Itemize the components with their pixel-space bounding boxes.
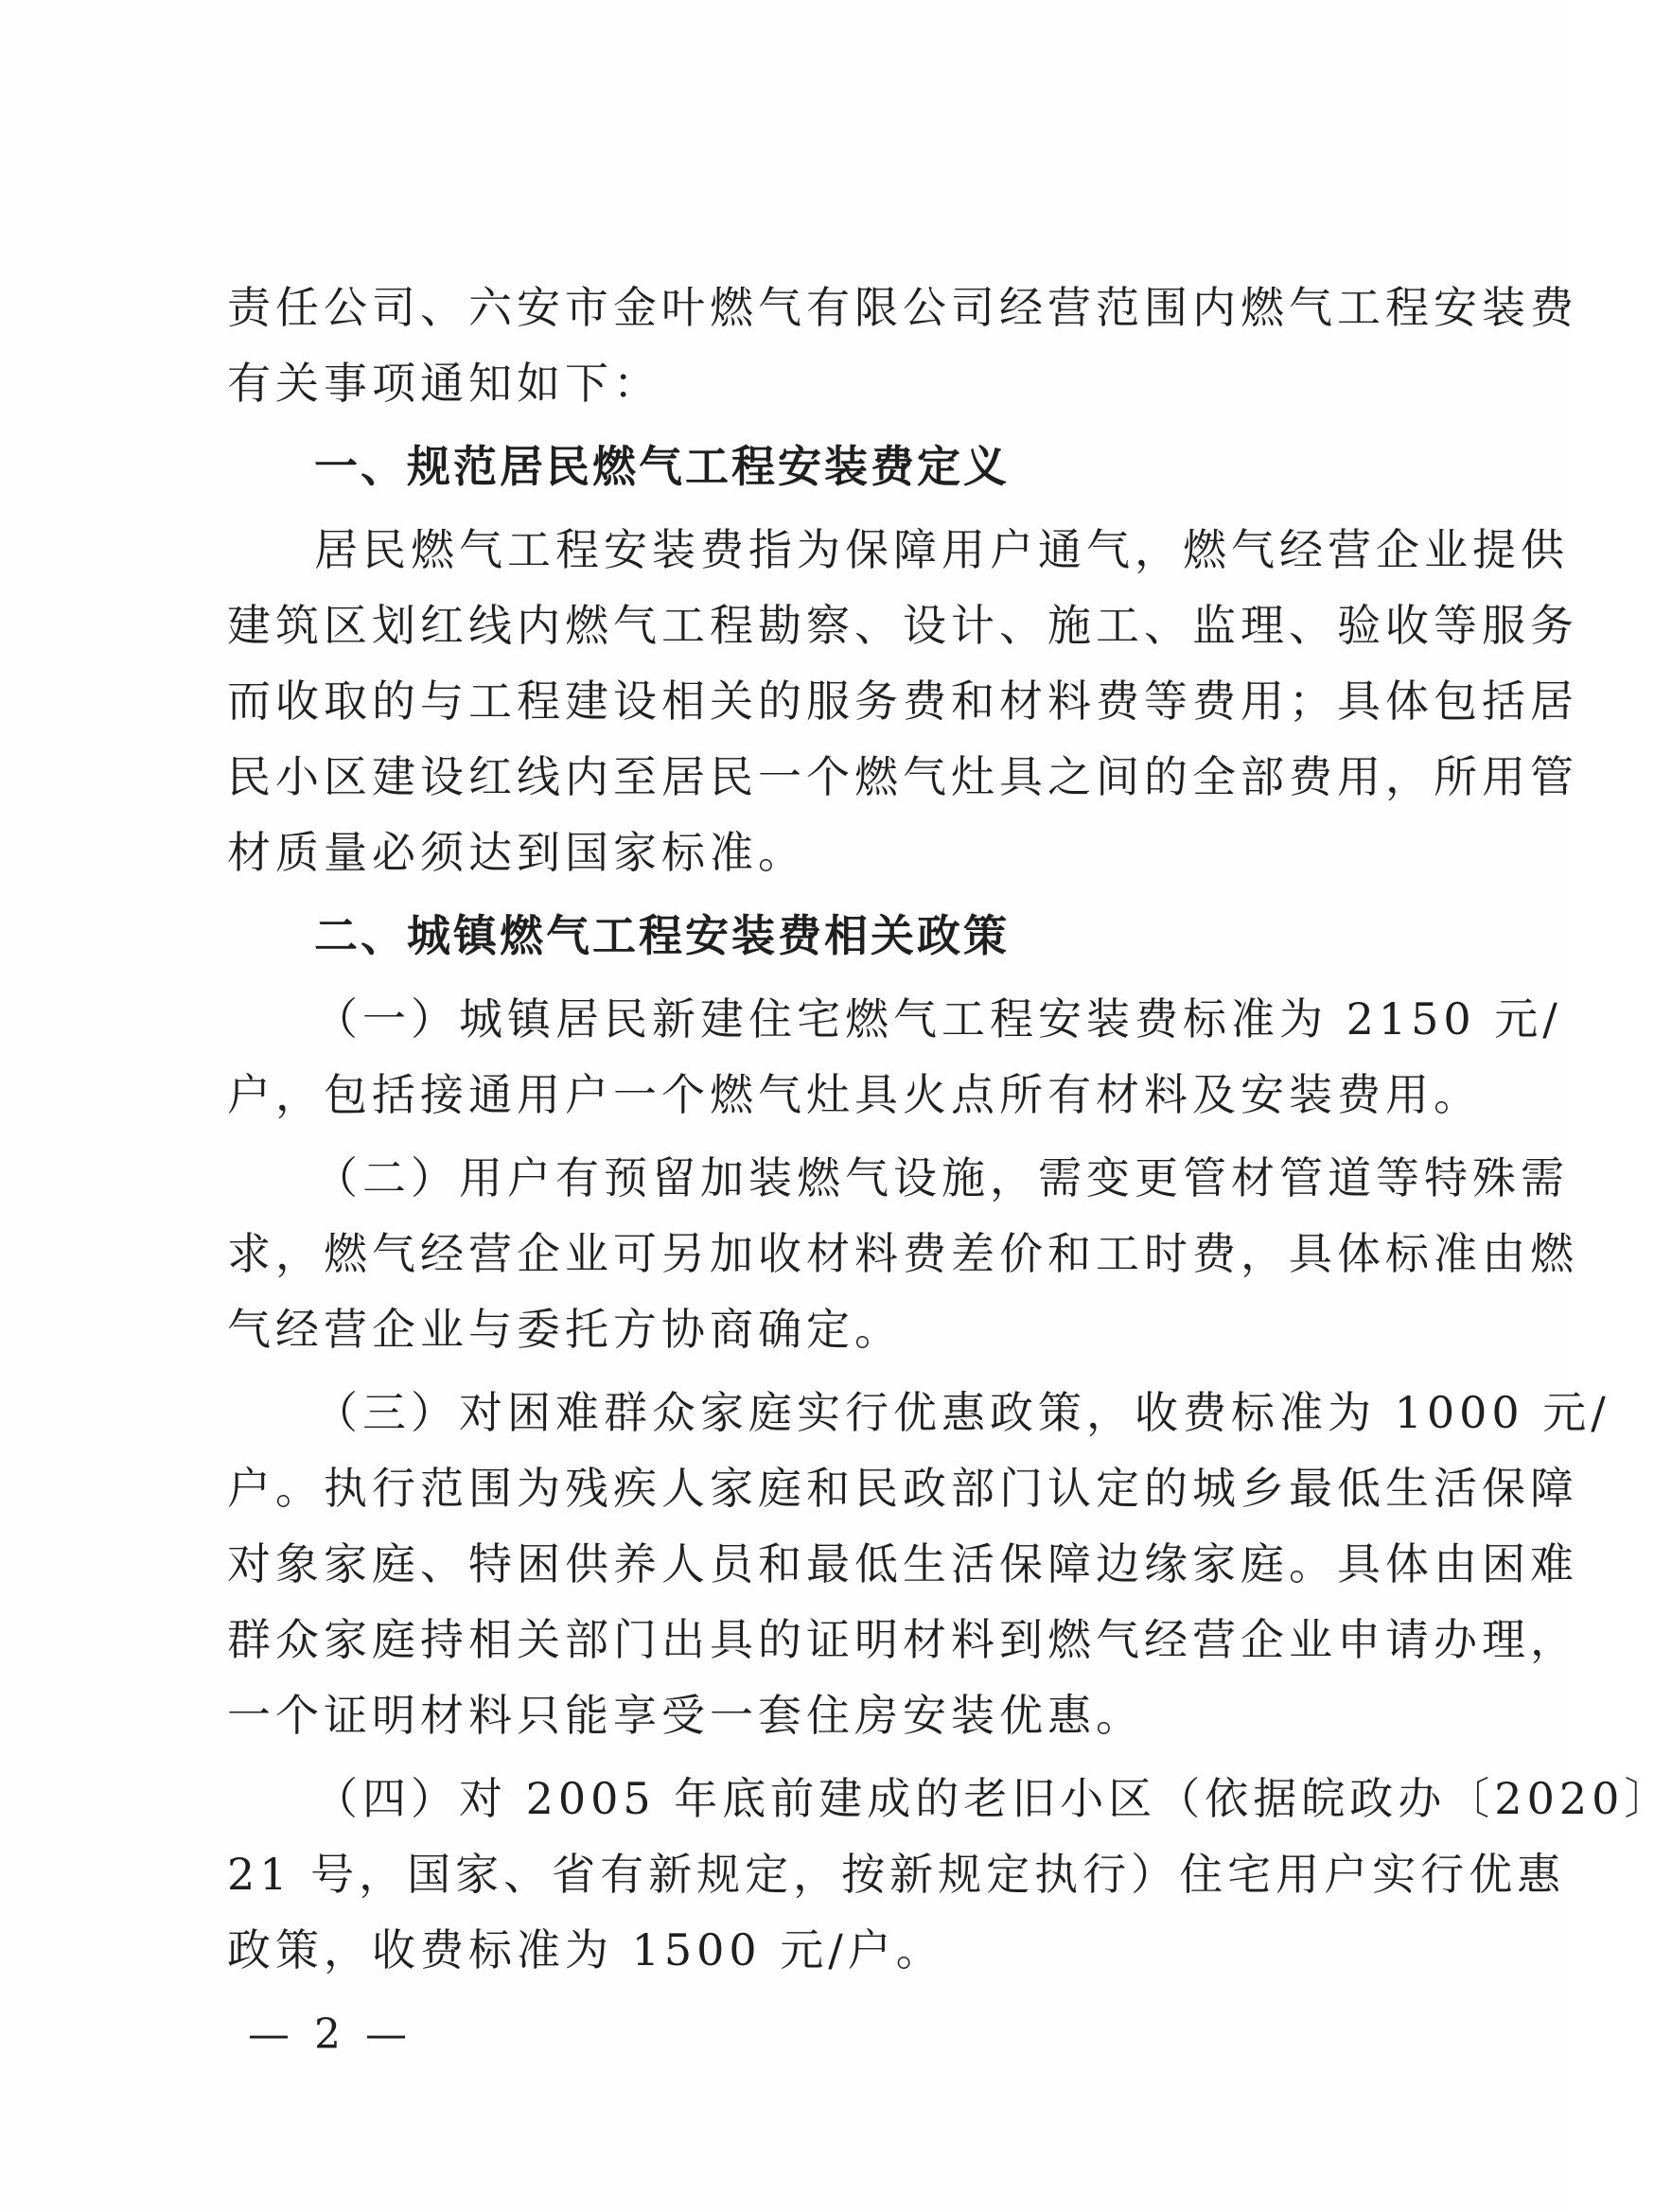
paragraph-line: 户。执行范围为残疾人家庭和民政部门认定的城乡最低生活保障 xyxy=(227,1463,1578,1514)
paragraph-line: 居民燃气工程安装费指为保障用户通气，燃气经营企业提供 xyxy=(314,524,1569,575)
paragraph-line: 而收取的与工程建设相关的服务费和材料费等费用；具体包括居 xyxy=(227,676,1578,727)
paragraph-line: 户，包括接通用户一个燃气灶具火点所有材料及安装费用。 xyxy=(227,1069,1482,1120)
paragraph-line: 一个证明材料只能享受一套住房安装优惠。 xyxy=(227,1690,1144,1741)
paragraph-line: 材质量必须达到国家标准。 xyxy=(227,827,806,878)
page-number: — 2 — xyxy=(248,2010,413,2059)
paragraph-line: （三）对困难群众家庭实行优惠政策，收费标准为 1000 元/ xyxy=(314,1387,1610,1438)
paragraph-line: 求，燃气经营企业可另加收材料费差价和工时费，具体标准由燃 xyxy=(227,1228,1578,1279)
paragraph-line: （一）城镇居民新建住宅燃气工程安装费标准为 2150 元/ xyxy=(314,993,1562,1045)
paragraph-line: 民小区建设红线内至居民一个燃气灶具之间的全部费用，所用管 xyxy=(227,751,1578,802)
paragraph-line: 对象家庭、特困供养人员和最低生活保障边缘家庭。具体由困难 xyxy=(227,1538,1578,1589)
paragraph-line: （四）对 2005 年底前建成的老旧小区（依据皖政办〔2020〕 xyxy=(314,1773,1672,1824)
paragraph-line: 建筑区划红线内燃气工程勘察、设计、施工、监理、验收等服务 xyxy=(227,600,1578,651)
document-body xyxy=(227,270,1672,1988)
paragraph-line: （二）用户有预留加装燃气设施，需变更管材管道等特殊需 xyxy=(314,1152,1569,1203)
paragraph-line: 群众家庭持相关部门出具的证明材料到燃气经营企业申请办理， xyxy=(227,1614,1578,1665)
section-heading-2: 二、城镇燃气工程安装费相关政策 xyxy=(314,910,1010,961)
paragraph-line: 责任公司、六安市金叶燃气有限公司经营范围内燃气工程安装费 xyxy=(227,282,1578,333)
paragraph-line: 有关事项通知如下： xyxy=(227,358,661,409)
section-heading-1: 一、规范居民燃气工程安装费定义 xyxy=(314,441,1010,492)
paragraph-line: 气经营企业与委托方协商确定。 xyxy=(227,1304,903,1355)
paragraph-line: 21 号，国家、省有新规定，按新规定执行）住宅用户实行优惠 xyxy=(227,1849,1566,1900)
paragraph-line: 政策，收费标准为 1500 元/户。 xyxy=(227,1924,944,1975)
